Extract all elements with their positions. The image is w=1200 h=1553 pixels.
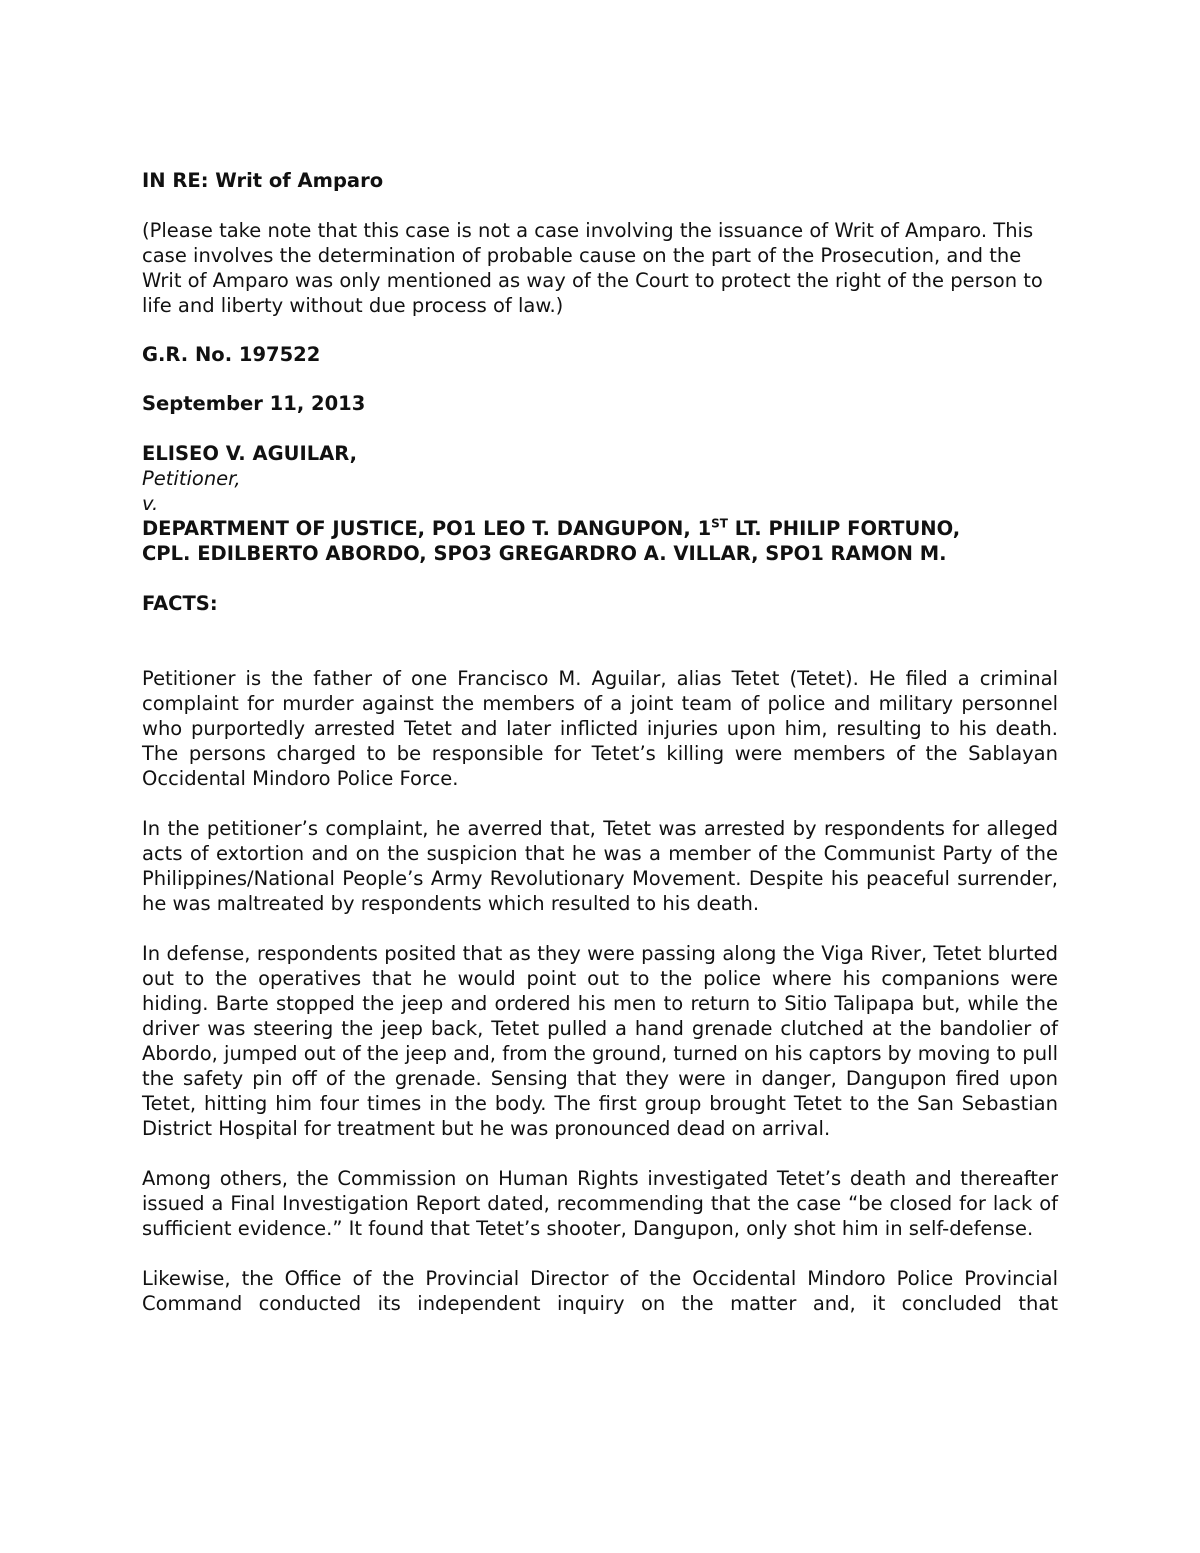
respondents-line-1 [142,516,1058,541]
case-title-prefix: IN RE: [142,169,216,192]
facts-heading: FACTS: [142,592,218,615]
case-title [142,168,1058,193]
facts-paragraph-4: Among others, the Commission on Human Rights investigated Tetet’s death and thereafter issued a Final Investigation Report dated, recommending that the case “be closed for lack of sufficient evidence.” It found that Tetet’s shooter, Dangupon, only shot him in self-defense. [142,1167,1058,1240]
facts-paragraph-5: Likewise, the Office of the Provincial Director of the Occidental Mindoro Police Provincial Command conducted its independent inquiry on the matter and, it concluded that [142,1267,1058,1315]
petitioner-role: Petitioner, [142,467,241,490]
respondents-line-1-sup: ST [711,516,728,531]
respondents-line-1-b: LT. PHILIP FORTUNO, [727,517,961,540]
respondents-line-2: CPL. EDILBERTO ABORDO, SPO3 GREGARDRO A. VILLAR, SPO1 RAMON M. [142,542,947,565]
facts-paragraph-1: Petitioner is the father of one Francisco M. Aguilar, alias Tetet (Tetet). He filed a criminal complaint for murder against the members of a joint team of police and military personnel who purportedly arrested Tetet and later inflicted injuries upon him, resulting to his death. The persons charged to be responsible for Tetet’s killing were members of the Sablayan Occidental Mindoro Police Force. [142,667,1058,790]
petitioner-name: ELISEO V. AGUILAR, [142,442,357,465]
respondents-line-1-a: DEPARTMENT OF JUSTICE, PO1 LEO T. DANGUPON, 1 [142,517,712,540]
facts-paragraph-2: In the petitioner’s complaint, he averred that, Tetet was arrested by respondents for alleged acts of extortion and on the suspicion that he was a member of the Communist Party of the Philippines/National People’s Army Revolutionary Movement. Despite his peaceful surrender, he was maltreated by respondents which resulted to his death. [142,817,1058,915]
gr-number: G.R. No. 197522 [142,343,321,366]
case-title-main: Writ of Amparo [215,169,384,192]
facts-paragraph-3: In defense, respondents posited that as they were passing along the Viga River, Tetet blurted out to the operatives that he would point out to the police where his companions were hiding. Barte stopped the jeep and ordered his men to return to Sitio Talipapa but, while the driver was steering the jeep back, Tetet pulled a hand grenade clutched at the bandolier of Abordo, jumped out of the jeep and, from the ground, turned on his captors by moving to pull the safety pin off of the grenade. Sensing that they were in danger, Dangupon fired upon Tetet, hitting him four times in the body. The first group brought Tetet to the San Sebastian District Hospital for treatment but he was pronounced dead on arrival. [142,942,1058,1140]
case-note: (Please take note that this case is not a case involving the issuance of Writ of Amparo. This case involves the determination of probable cause on the part of the Prosecution, and the Writ of Amparo was only mentioned as way of the Court to protect the right of the person to life and liberty without due process of law.) [142,219,1043,317]
document-page [142,168,1058,1316]
versus-label: v. [142,492,159,515]
decision-date: September 11, 2013 [142,392,366,415]
